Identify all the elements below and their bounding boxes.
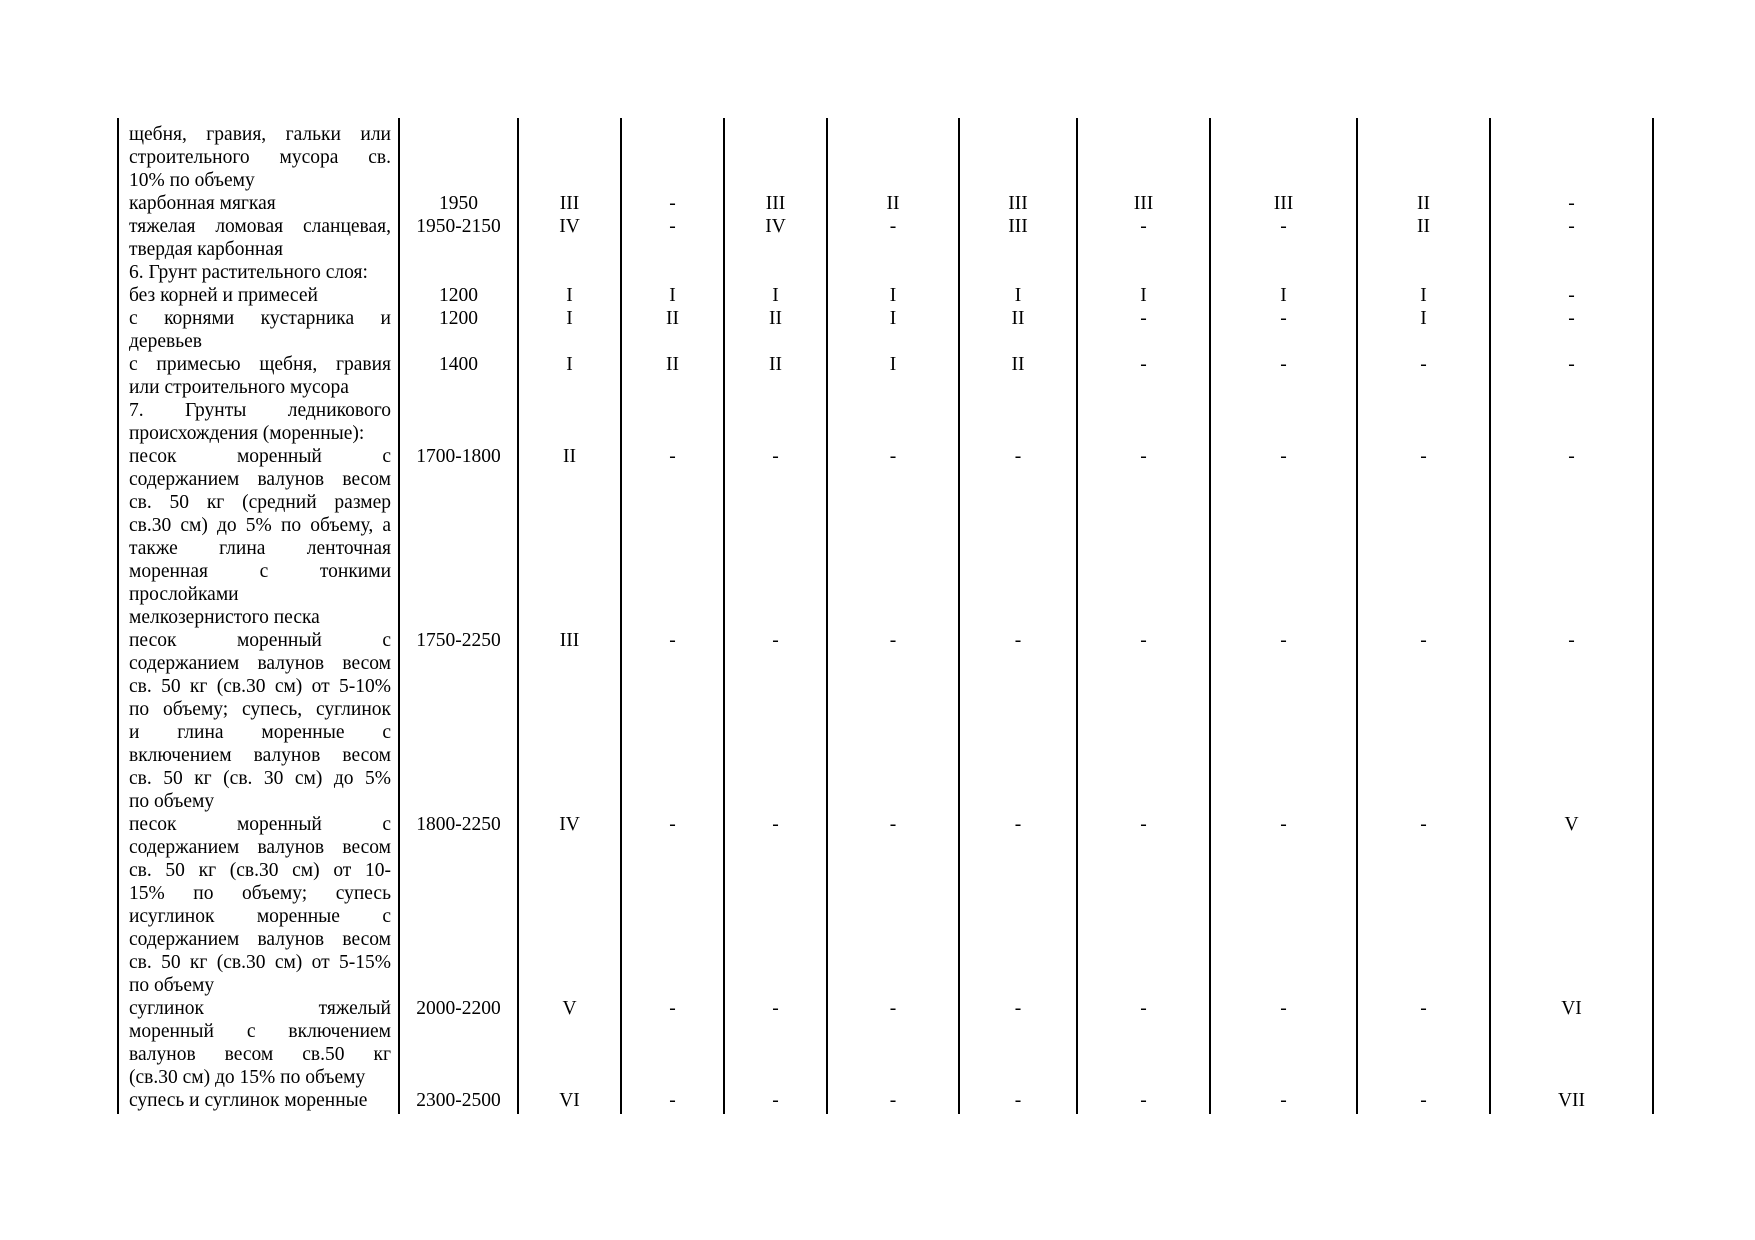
description-line: св.30 см) до 5% по объему, а — [129, 515, 391, 536]
group-value-cell: VII — [1557, 1090, 1586, 1111]
group-value-cell: IV — [765, 216, 786, 237]
row-description — [129, 629, 391, 813]
group-value-cell: - — [1014, 998, 1022, 1019]
description-line: 10% по объему — [129, 170, 255, 191]
bulk-weight-cell: 1700-1800 — [416, 446, 501, 467]
group-value-cell: - — [889, 1090, 897, 1111]
row-description — [129, 353, 391, 399]
description-line: с корнями кустарника и — [129, 308, 391, 329]
column-rule — [1356, 118, 1358, 1114]
column-rule — [398, 118, 400, 1114]
column-rule — [826, 118, 828, 1114]
description-line: моренная с тонкими — [129, 561, 391, 582]
group-value-cell: - — [772, 998, 779, 1019]
description-line: мелкозернистого песка — [129, 607, 320, 628]
bulk-weight-cell: 1200 — [439, 285, 478, 306]
group-value-cell: I — [566, 308, 573, 329]
description-line: св. 50 кг (св. 30 см) до 5% — [129, 768, 391, 789]
group-value-cell: II — [1417, 193, 1430, 214]
description-line: содержанием валунов весом — [129, 837, 391, 858]
group-value-cell: II — [666, 308, 679, 329]
group-value-cell: IV — [559, 814, 580, 835]
group-value-cell: III — [1273, 193, 1294, 214]
group-value-cell: - — [669, 193, 676, 214]
group-value-cell: - — [772, 446, 779, 467]
description-line: по объему — [129, 975, 215, 996]
description-line: св. 50 кг (св.30 см) от 5-10% — [129, 676, 391, 697]
description-line: содержанием валунов весом — [129, 469, 391, 490]
group-value-cell: - — [772, 630, 779, 651]
description-line: содержанием валунов весом — [129, 929, 391, 950]
group-value-cell: - — [1280, 1090, 1287, 1111]
group-value-cell: II — [1417, 216, 1430, 237]
group-value-cell: V — [562, 998, 577, 1019]
description-line: (св.30 см) до 15% по объему — [129, 1067, 366, 1088]
bulk-weight-cell: 2000-2200 — [416, 998, 501, 1019]
column-rule — [517, 118, 519, 1114]
group-value-cell: - — [669, 216, 676, 237]
description-line: суглинок тяжелый — [129, 998, 391, 1019]
description-line: супесь и суглинок моренные — [129, 1090, 368, 1111]
group-value-cell: - — [669, 814, 676, 835]
description-line: 7. Грунты ледникового — [129, 400, 391, 421]
column-rule — [958, 118, 960, 1114]
group-value-cell: - — [1280, 216, 1287, 237]
group-value-cell: - — [1420, 814, 1427, 835]
description-line: тяжелая ломовая сланцевая, — [129, 216, 391, 237]
bulk-weight-cell: 1400 — [439, 354, 478, 375]
group-value-cell: - — [1140, 814, 1147, 835]
group-value-cell: - — [1420, 354, 1427, 375]
description-line: строительного мусора св. — [129, 147, 391, 168]
group-value-cell: - — [1140, 1090, 1147, 1111]
bulk-weight-cell: 1200 — [439, 308, 478, 329]
group-value-cell: II — [886, 193, 900, 214]
description-line: песок моренный с — [129, 446, 391, 467]
row-description — [129, 813, 391, 997]
group-value-cell: I — [566, 285, 573, 306]
group-value-cell: II — [769, 308, 782, 329]
row-description — [129, 399, 391, 445]
group-value-cell: - — [1014, 814, 1022, 835]
group-value-cell: I — [566, 354, 573, 375]
description-line: св. 50 кг (св.30 см) от 5-15% — [129, 952, 391, 973]
group-value-cell: - — [889, 216, 897, 237]
group-value-cell: - — [889, 814, 897, 835]
group-value-cell: - — [1280, 998, 1287, 1019]
group-value-cell: - — [1280, 814, 1287, 835]
group-value-cell: - — [1420, 630, 1427, 651]
group-value-cell: - — [1140, 216, 1147, 237]
group-value-cell: I — [1280, 285, 1287, 306]
description-line: содержанием валунов весом — [129, 653, 391, 674]
group-value-cell: III — [1008, 216, 1028, 237]
description-line: моренный с включением — [129, 1021, 391, 1042]
group-value-cell: - — [1280, 308, 1287, 329]
group-value-cell: - — [772, 1090, 779, 1111]
column-rule — [1489, 118, 1491, 1114]
group-value-cell: II — [769, 354, 782, 375]
group-value-cell: VI — [559, 1090, 580, 1111]
group-value-cell: II — [666, 354, 679, 375]
description-line: твердая карбонная — [129, 239, 283, 260]
group-value-cell: I — [1140, 285, 1147, 306]
bulk-weight-cell: 1800-2250 — [416, 814, 501, 835]
group-value-cell: - — [1140, 998, 1147, 1019]
description-line: без корней и примесей — [129, 285, 318, 306]
group-value-cell: V — [1564, 814, 1579, 835]
description-line: св. 50 кг (св.30 см) от 10- — [129, 860, 391, 881]
group-value-cell: - — [1140, 354, 1147, 375]
group-value-cell: - — [889, 998, 897, 1019]
group-value-cell: II — [1011, 308, 1025, 329]
bulk-weight-cell: 1750-2250 — [416, 630, 501, 651]
group-value-cell: IV — [559, 216, 580, 237]
description-line: валунов весом св.50 кг — [129, 1044, 391, 1065]
description-line: или строительного мусора — [129, 377, 349, 398]
group-value-cell: - — [889, 630, 897, 651]
row-description — [129, 307, 391, 353]
bulk-weight-cell: 1950 — [439, 193, 478, 214]
description-line: и глина моренные с — [129, 722, 391, 743]
group-value-cell: II — [563, 446, 576, 467]
group-value-cell: I — [669, 285, 676, 306]
group-value-cell: - — [669, 446, 676, 467]
group-value-cell: III — [559, 630, 580, 651]
group-value-cell: VI — [1561, 998, 1582, 1019]
description-line: по объему; супесь, суглинок — [129, 699, 391, 720]
column-rule — [620, 118, 622, 1114]
group-value-cell: - — [772, 814, 779, 835]
row-description — [129, 445, 391, 629]
group-value-cell: - — [1568, 216, 1575, 237]
group-value-cell: - — [1280, 446, 1287, 467]
group-value-cell: - — [1568, 630, 1575, 651]
row-description — [129, 192, 391, 215]
group-value-cell: - — [1420, 998, 1427, 1019]
group-value-cell: - — [669, 998, 676, 1019]
description-line: исуглинок моренные с — [129, 906, 391, 927]
description-line: щебня, гравия, гальки или — [129, 124, 391, 145]
bulk-weight-cell: 1950-2150 — [416, 216, 501, 237]
column-rule — [723, 118, 725, 1114]
group-value-cell: III — [559, 193, 580, 214]
description-line: св. 50 кг (средний размер — [129, 492, 391, 513]
group-value-cell: - — [1568, 308, 1575, 329]
bulk-weight-cell: 2300-2500 — [416, 1090, 501, 1111]
description-line: деревьев — [129, 331, 202, 352]
group-value-cell: - — [1568, 193, 1575, 214]
group-value-cell: III — [1008, 193, 1028, 214]
column-rule — [1076, 118, 1078, 1114]
group-value-cell: - — [669, 1090, 676, 1111]
group-value-cell: I — [889, 285, 897, 306]
group-value-cell: - — [1568, 446, 1575, 467]
description-line: включением валунов весом — [129, 745, 391, 766]
group-value-cell: II — [1011, 354, 1025, 375]
group-value-cell: III — [765, 193, 786, 214]
column-rule — [1209, 118, 1211, 1114]
row-description — [129, 1089, 391, 1112]
row-description — [129, 997, 391, 1089]
description-line: прослойками — [129, 584, 239, 605]
column-rule — [1652, 118, 1654, 1114]
description-line: по объему — [129, 791, 215, 812]
group-value-cell: - — [1140, 446, 1147, 467]
group-value-cell: - — [1280, 354, 1287, 375]
description-line: карбонная мягкая — [129, 193, 276, 214]
row-description — [129, 261, 391, 284]
row-description — [129, 123, 391, 192]
group-value-cell: - — [1420, 1090, 1427, 1111]
group-value-cell: - — [1014, 1090, 1022, 1111]
column-rule — [117, 118, 119, 1114]
group-value-cell: - — [669, 630, 676, 651]
group-value-cell: III — [1133, 193, 1154, 214]
row-description — [129, 215, 391, 261]
group-value-cell: I — [1420, 285, 1427, 306]
description-line: 6. Грунт растительного слоя: — [129, 262, 368, 283]
description-line: песок моренный с — [129, 814, 391, 835]
group-value-cell: I — [1420, 308, 1427, 329]
group-value-cell: - — [1280, 630, 1287, 651]
description-line: также глина ленточная — [129, 538, 391, 559]
group-value-cell: - — [1420, 446, 1427, 467]
group-value-cell: - — [1014, 446, 1022, 467]
group-value-cell: - — [1568, 354, 1575, 375]
group-value-cell: I — [889, 354, 897, 375]
group-value-cell: I — [1014, 285, 1022, 306]
row-description — [129, 284, 391, 307]
group-value-cell: - — [1140, 630, 1147, 651]
group-value-cell: I — [889, 308, 897, 329]
description-line: происхождения (моренные): — [129, 423, 365, 444]
description-line: песок моренный с — [129, 630, 391, 651]
description-line: с примесью щебня, гравия — [129, 354, 391, 375]
group-value-cell: - — [1014, 630, 1022, 651]
group-value-cell: I — [772, 285, 779, 306]
group-value-cell: - — [1568, 285, 1575, 306]
group-value-cell: - — [1140, 308, 1147, 329]
group-value-cell: - — [889, 446, 897, 467]
description-line: 15% по объему; супесь — [129, 883, 391, 904]
